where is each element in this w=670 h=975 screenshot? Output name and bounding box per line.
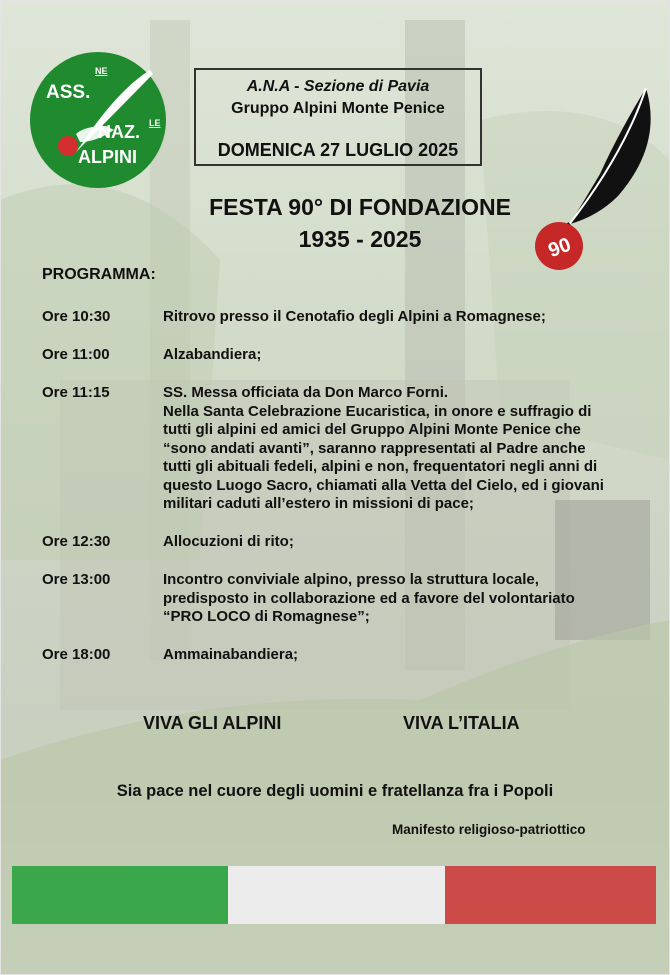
program-time: Ore 13:00 [42, 571, 111, 588]
ana-logo [28, 50, 168, 190]
program-time: Ore 12:30 [42, 533, 111, 550]
feather-graphic [528, 84, 658, 274]
header-box [194, 68, 482, 166]
peace-message: Sia pace nel cuore degli uomini e fratellanza fra i Popoli [116, 782, 554, 800]
logo-naz: NAZ. [98, 122, 140, 142]
event-title: FESTA 90° DI FONDAZIONE [209, 194, 511, 220]
program-text: Ritrovo presso il Cenotafio degli Alpini a Romagnese; [163, 308, 546, 325]
program-time: Ore 18:00 [42, 646, 111, 663]
header-section: A.N.A - Sezione di Pavia [246, 78, 430, 95]
flag-white-band [228, 866, 445, 924]
badge-number: 90 [545, 233, 574, 263]
flag-green-band [12, 866, 228, 924]
flag-red-band [445, 866, 656, 924]
alpine-feather [528, 84, 658, 274]
program-time: Ore 10:30 [42, 308, 111, 325]
logo-ne: NE [95, 66, 108, 76]
logo-ass: ASS. [46, 82, 91, 103]
slogan-italia: VIVA L’ITALIA [403, 713, 520, 733]
program-label: PROGRAMMA: [42, 266, 156, 283]
logo-alpini: ALPINI [78, 147, 138, 167]
program-time: Ore 11:00 [42, 346, 110, 363]
program-text: Ammainabandiera; [163, 646, 299, 663]
header-group: Gruppo Alpini Monte Penice [231, 100, 445, 117]
event-date: DOMENICA 27 LUGLIO 2025 [217, 140, 459, 160]
program-text: Alzabandiera; [163, 346, 262, 363]
logo-pompom-icon [58, 136, 78, 156]
slogan-alpini: VIVA GLI ALPINI [143, 713, 282, 733]
event-years: 1935 - 2025 [298, 226, 422, 252]
program-text: Allocuzioni di rito; [163, 533, 294, 550]
program-time: Ore 11:15 [42, 384, 110, 401]
logo-le: LE [149, 118, 161, 128]
program-text: SS. Messa officiata da Don Marco Forni. Nella Santa Celebrazione Eucaristica, in onore e suffragio di tutti gli alpini ed amici del Gruppo Alpini Monte Penice che “sono andati avanti”, saranno rappresentati al Padre anche tutti gli abituali fedeli, alpini e non, frequentatori negli anni di questo Luogo Sacro, chiamati alla Vetta del Cielo, ed i giovani militari caduti all’estero in missioni di pace; [163, 384, 604, 512]
ana-logo-graphic [28, 50, 168, 190]
manifesto-note: Manifesto religioso-patriottico [392, 822, 586, 837]
program-text: Incontro conviviale alpino, presso la struttura locale, predisposto in collaborazione ed a favore del volontariato “PRO LOCO di Romagnese”; [163, 571, 575, 625]
